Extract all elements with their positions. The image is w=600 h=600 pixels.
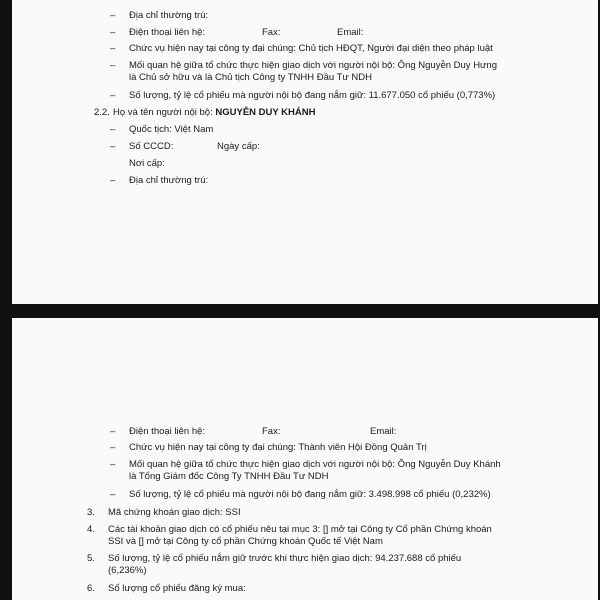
- relation-line-1: Mối quan hệ giữa tổ chức thực hiện giao dịch với người nội bộ: Ông Nguyễn Duy Hưng: [129, 60, 497, 71]
- issue-place-label: Nơi cấp:: [129, 158, 165, 169]
- position-text: Chức vụ hiện nay tại công ty đại chúng: Chủ tịch HĐQT, Người đại diện theo pháp luật: [129, 43, 493, 54]
- item-number: 4.: [87, 524, 95, 535]
- section-label: Họ và tên người nội bộ:: [113, 107, 213, 118]
- item-number: 6.: [87, 583, 95, 594]
- email-label-2: Email:: [370, 426, 397, 437]
- bullet-dash: –: [110, 60, 116, 71]
- shares-text-2: Số lượng, tỷ lệ cổ phiếu mà người nội bộ đang nắm giữ: 3.498.998 cổ phiếu (0,232%): [129, 489, 491, 500]
- item-number: 5.: [87, 553, 95, 564]
- bullet-dash: –: [110, 124, 116, 135]
- item-number: 3.: [87, 507, 95, 518]
- bullet-dash: –: [110, 90, 116, 101]
- bullet-dash: –: [110, 442, 116, 453]
- item-text: Mã chứng khoán giao dịch: SSI: [108, 507, 241, 518]
- position-text-2: Chức vụ hiện nay tại công ty đại chúng: Thành viên Hội Đồng Quản Trị: [129, 442, 427, 453]
- item-text-cont: SSI và [] mở tại Công ty cổ phần Chứng khoán Quốc tế Việt Nam: [108, 536, 383, 547]
- bullet-dash: –: [110, 175, 116, 186]
- document-page-bottom: [12, 318, 598, 600]
- item-text: Số lượng cổ phiếu đăng ký mua:: [108, 583, 246, 594]
- fax-label: Fax:: [262, 27, 281, 38]
- id-label: Số CCCD:: [129, 141, 174, 152]
- bullet-dash: –: [110, 43, 116, 54]
- email-label: Email:: [337, 27, 364, 38]
- shares-text: Số lượng, tỷ lệ cổ phiếu mà người nội bộ đang nắm giữ: 11.677.050 cổ phiếu (0,773%): [129, 90, 496, 101]
- document-page-top: [12, 0, 598, 304]
- phone-label-2: Điện thoại liên hệ:: [129, 426, 206, 437]
- bullet-dash: –: [110, 27, 116, 38]
- bullet-dash: –: [110, 459, 116, 470]
- nationality-text: Quốc tịch: Việt Nam: [129, 124, 214, 135]
- phone-label: Điện thoại liên hệ:: [129, 27, 206, 38]
- item-text: Số lượng, tỷ lệ cổ phiếu nắm giữ trước khi thực hiện giao dịch: 94.237.688 cổ phiếu: [108, 553, 462, 564]
- relation-line-2b: là Tổng Giám đốc Công Ty TNHH Đầu Tư NDH: [129, 471, 329, 482]
- fax-label-2: Fax:: [262, 426, 281, 437]
- bullet-dash: –: [110, 141, 116, 152]
- section-heading: [113, 107, 316, 119]
- address-label: Địa chỉ thường trú:: [129, 10, 209, 21]
- relation-line-1b: Mối quan hệ giữa tổ chức thực hiện giao dịch với người nội bộ: Ông Nguyễn Duy Khánh: [129, 459, 501, 470]
- item-text: Các tài khoản giao dịch có cổ phiếu nêu tại mục 3: [] mở tại Công ty Cổ phần Chứng khoán: [108, 524, 492, 535]
- section-number: 2.2.: [94, 107, 110, 118]
- relation-line-2: là Chủ sở hữu và là Chủ tịch Công ty TNHH Đầu Tư NDH: [129, 72, 372, 83]
- issue-date-label: Ngày cấp:: [217, 141, 260, 152]
- insider-name: NGUYỄN DUY KHÁNH: [215, 107, 316, 118]
- bullet-dash: –: [110, 489, 116, 500]
- address-label-2: Địa chỉ thường trú:: [129, 175, 209, 186]
- item-text-cont: (6,236%): [108, 565, 147, 576]
- bullet-dash: –: [110, 10, 116, 21]
- bullet-dash: –: [110, 426, 116, 437]
